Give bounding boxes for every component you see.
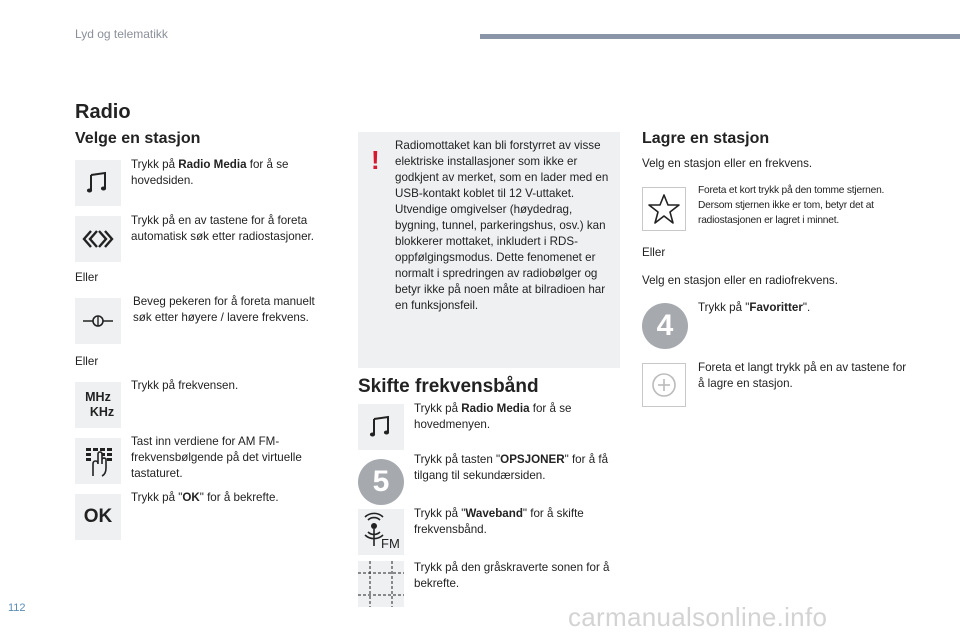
heading-change-band: Skifte frekvensbånd — [358, 376, 539, 397]
or-label: Eller — [642, 246, 666, 259]
slider-icon — [75, 298, 121, 344]
step-grey-zone: Trykk på den gråskraverte sonen for å bekrefte. — [414, 561, 610, 590]
keypad-icon — [75, 438, 121, 484]
step-radio-media-2: Trykk på Radio Media for å se hovedmenyen. — [414, 402, 572, 431]
step-favorites: Trykk på "Favoritter". — [698, 301, 811, 314]
add-favorite-icon — [642, 363, 686, 407]
page-number: 112 — [8, 602, 26, 614]
header-bar — [480, 34, 960, 39]
heading-select-station: Velge en stasjon — [75, 130, 201, 147]
intro-text: Velg en stasjon eller en frekvens. — [642, 157, 813, 170]
step-auto-seek: Trykk på en av tastene for å foreta automatisk søk etter radiostasjoner. — [131, 214, 315, 243]
step-number-4: 4 — [642, 303, 688, 349]
exclamation-icon: ! — [371, 145, 380, 175]
star-instruction: Foreta et kort trykk på den tomme stjernen. Dersom stjernen ikke er tom, betyr det at radiostasjonen er lagret i minnet. — [698, 185, 885, 226]
watermark: carmanualsonline.info — [568, 602, 828, 632]
star-icon — [642, 187, 686, 231]
step-number-5: 5 — [358, 459, 404, 505]
or-label: Eller — [75, 355, 99, 368]
ok-icon — [75, 494, 121, 540]
intro-text-2: Velg en stasjon eller en radiofrekvens. — [642, 274, 838, 287]
music-note-icon — [358, 404, 404, 450]
step-manual-seek: Beveg pekeren for å foreta manuelt søk etter høyere / lavere frekvens. — [133, 295, 315, 324]
or-label: Eller — [75, 271, 99, 284]
music-note-icon — [75, 160, 121, 206]
warning-text: Radiomottaket kan bli forstyrret av visse elektriske installasjoner som ikke er godkjent av merket, som en lader med en USB-kontakt koblet til 12 V-uttaket. Utvendige omgivelser (høydedrag, bygning, tunnel, parkeringshus, osv.) kan blokkerer mottaket, inkludert i RDS-oppfølgingsmodus. Dette fenomenet er normalt i spredringen av radiobølger og betyr ikke på noen måte at bilradioen har en funksjonsfeil. — [395, 139, 609, 312]
grey-zone-icon — [358, 561, 404, 607]
mhz-label: MHz — [85, 390, 111, 404]
heading-save-station: Lagre en stasjon — [642, 130, 770, 147]
step-frequency: Trykk på frekvensen. — [131, 379, 239, 392]
fm-label: FM — [381, 536, 400, 551]
mhz-khz-icon — [75, 382, 121, 428]
step-virtual-keyboard: Tast inn verdiene for AM FM-frekvensbølgende på det virtuelle tastaturet. — [131, 435, 302, 480]
ok-label: OK — [83, 506, 113, 527]
step-options: Trykk på tasten "OPSJONER" for å få tilgang til sekundærsiden. — [414, 453, 609, 482]
step-ok: Trykk på "OK" for å bekrefte. — [131, 491, 279, 504]
step-waveband: Trykk på "Waveband" for å skifte frekvensbånd. — [414, 507, 584, 536]
khz-label: KHz — [89, 405, 115, 419]
fm-band-icon — [358, 509, 404, 555]
seek-arrows-icon — [75, 216, 121, 262]
step-long-press: Foreta et langt trykk på en av tastene for å lagre en stasjon. — [698, 361, 907, 390]
page-title: Radio — [75, 101, 131, 123]
section-title: Lyd og telematikk — [75, 27, 168, 41]
step-radio-media: Trykk på Radio Media for å se hovedsiden. — [131, 158, 289, 187]
